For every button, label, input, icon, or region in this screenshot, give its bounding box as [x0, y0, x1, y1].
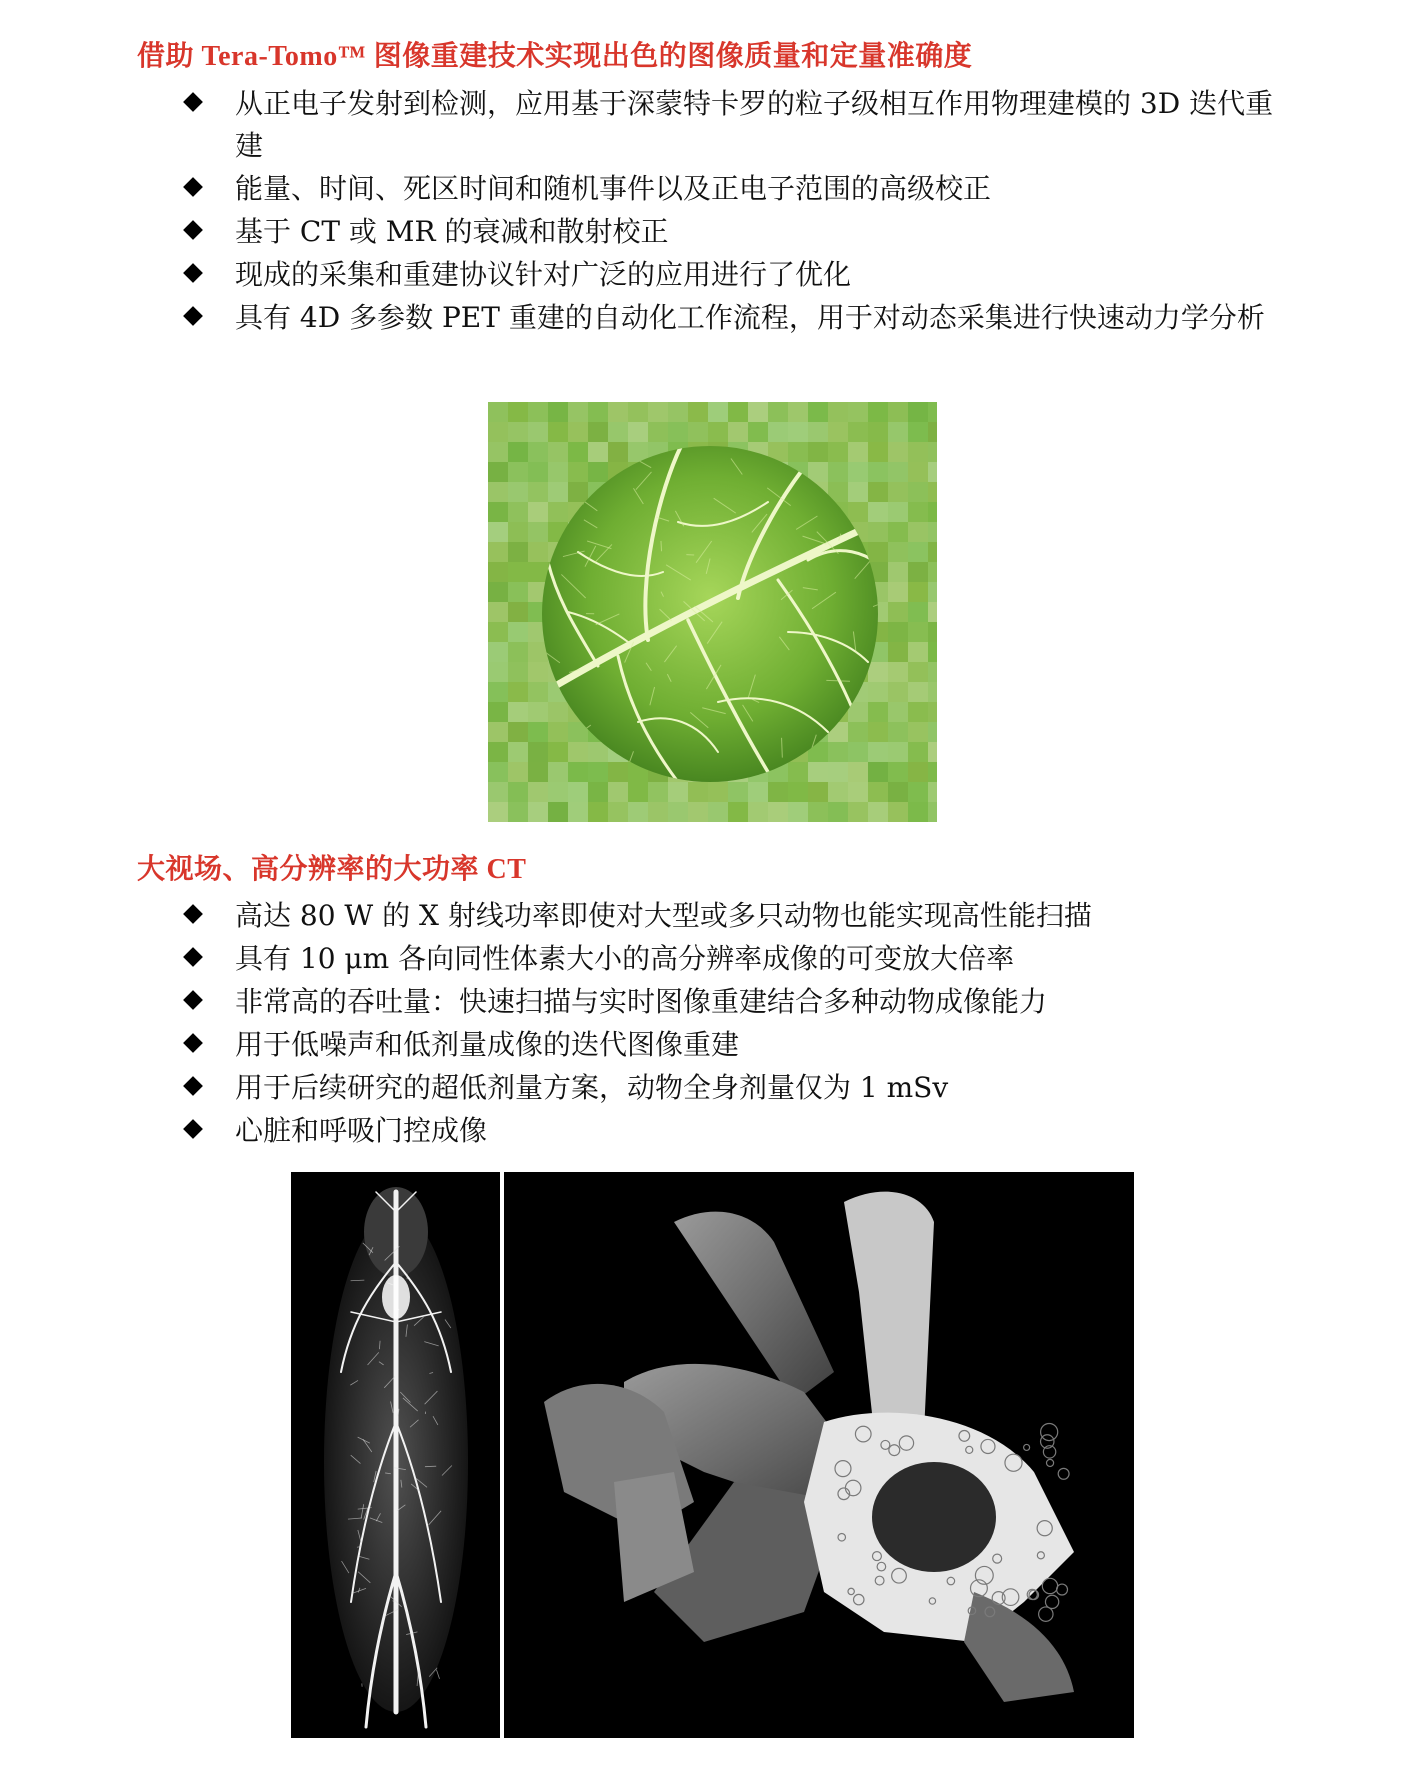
list-item	[180, 254, 1290, 296]
list-item	[180, 1024, 1290, 1066]
bullet-text: 心脏和呼吸门控成像	[235, 1114, 488, 1147]
bullet-text: 从正电子发射到检测，应用基于深蒙特卡罗的粒子级相互作用物理建模的 3D 迭代重建	[235, 87, 1274, 162]
leaf-image	[488, 402, 937, 822]
bullet-text: 高达 80 W 的 X 射线功率即使对大型或多只动物也能实现高性能扫描	[235, 899, 1092, 932]
list-item	[180, 895, 1290, 937]
diamond-bullet-icon	[183, 306, 203, 326]
list-item	[180, 297, 1290, 339]
ct-image-pair	[291, 1172, 1134, 1738]
list-item	[180, 981, 1290, 1023]
bullet-text: 现成的采集和重建协议针对广泛的应用进行了优化	[235, 258, 852, 291]
ct-bullet-list	[180, 895, 1290, 1153]
rodent-ct-illustration	[291, 1172, 500, 1738]
diamond-bullet-icon	[183, 1119, 203, 1139]
diamond-bullet-icon	[183, 220, 203, 240]
list-item	[180, 211, 1290, 253]
bullet-text: 具有 4D 多参数 PET 重建的自动化工作流程，用于对动态采集进行快速动力学分析	[235, 301, 1265, 334]
vertebra-ct-render-image	[504, 1172, 1134, 1738]
diamond-bullet-icon	[183, 92, 203, 112]
diamond-bullet-icon	[183, 263, 203, 283]
bullet-text: 基于 CT 或 MR 的衰减和散射校正	[235, 215, 669, 248]
bullet-text: 用于后续研究的超低剂量方案，动物全身剂量仅为 1 mSv	[235, 1071, 949, 1104]
bullet-text: 具有 10 μm 各向同性体素大小的高分辨率成像的可变放大倍率	[235, 942, 1015, 975]
diamond-bullet-icon	[183, 1033, 203, 1053]
vertebra-ct-illustration	[504, 1172, 1134, 1738]
diamond-bullet-icon	[183, 1076, 203, 1096]
list-item	[180, 1110, 1290, 1152]
rodent-vascular-ct-image	[291, 1172, 500, 1738]
section-title-tera-tomo: 借助 Tera-Tomo™ 图像重建技术实现出色的图像质量和定量准确度	[137, 41, 973, 72]
list-item	[180, 1067, 1290, 1109]
diamond-bullet-icon	[183, 904, 203, 924]
diamond-bullet-icon	[183, 177, 203, 197]
diamond-bullet-icon	[183, 947, 203, 967]
list-item	[180, 938, 1290, 980]
bullet-text: 非常高的吞吐量：快速扫描与实时图像重建结合多种动物成像能力	[235, 985, 1048, 1018]
list-item	[180, 83, 1290, 167]
section-title-ct: 大视场、高分辨率的大功率 CT	[137, 854, 527, 885]
tera-tomo-bullet-list	[180, 83, 1290, 340]
list-item	[180, 168, 1290, 210]
bullet-text: 能量、时间、死区时间和随机事件以及正电子范围的高级校正	[235, 172, 992, 205]
diamond-bullet-icon	[183, 990, 203, 1010]
bullet-text: 用于低噪声和低剂量成像的迭代图像重建	[235, 1028, 740, 1061]
leaf-illustration	[488, 402, 937, 822]
